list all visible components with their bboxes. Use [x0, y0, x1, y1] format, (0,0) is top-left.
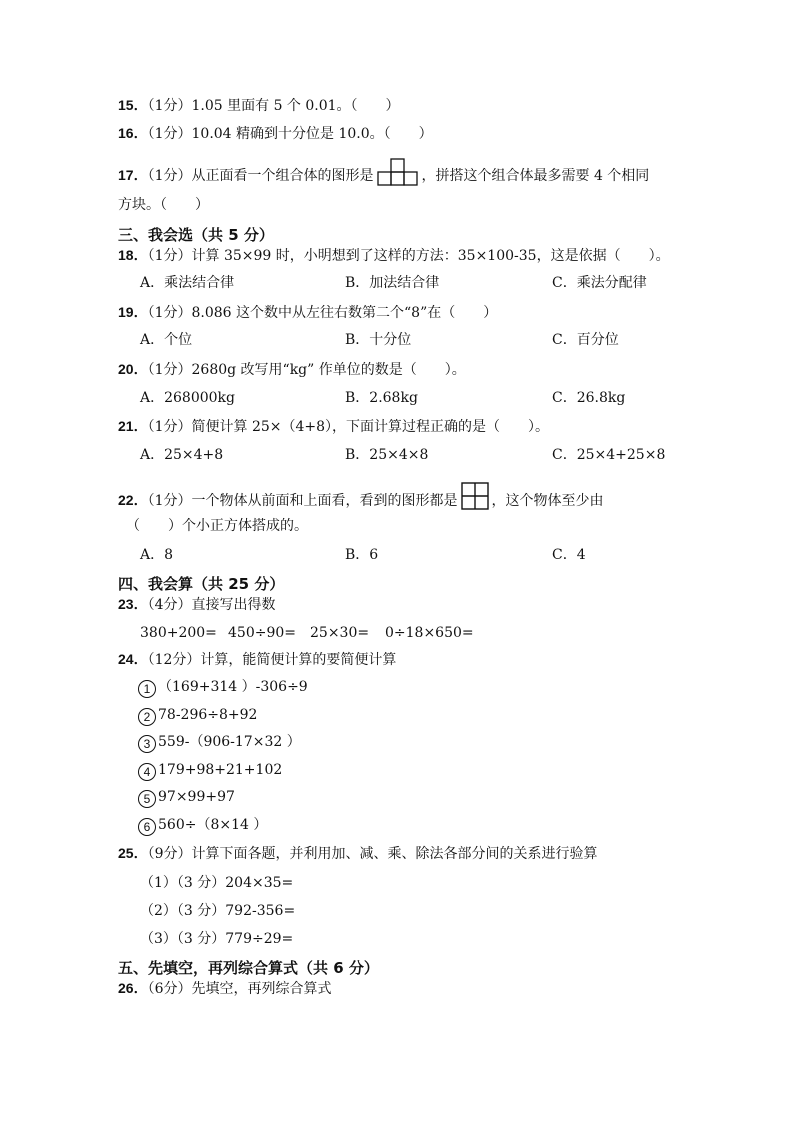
question-number: 16． [118, 125, 148, 141]
question-text: 计算下面各题，并利用加、减、乘、除法各部分间的关系进行验算 [191, 846, 598, 862]
circled-number: 4 [138, 763, 156, 781]
question-22 [118, 481, 604, 511]
question-score: （12分） [147, 652, 201, 668]
option-a: A．8 [140, 547, 174, 563]
calc-item: 380+200= [140, 625, 217, 641]
calc-expression: （169+314 ）-306÷9 [158, 679, 308, 695]
option-b: B．25×4×8 [345, 447, 429, 463]
calc-item-1 [138, 677, 308, 698]
question-text: 10.04 精确到十分位是 10.0。（ ） [191, 126, 433, 142]
circled-number: 1 [138, 680, 156, 698]
question-text: 简便计算 25×（4+8），下面计算过程正确的是（ ）。 [191, 419, 550, 435]
question-number: 15． [118, 97, 148, 113]
question-score: （1分） [147, 493, 192, 509]
question-text: 8.086 这个数中从左往右数第二个“8”在（ ） [191, 305, 498, 321]
option-a: A．个位 [140, 332, 193, 348]
question-number: 24． [118, 651, 148, 667]
question-number: 23． [118, 596, 148, 612]
question-21 [118, 416, 549, 437]
question-score: （6分） [147, 981, 192, 997]
calc-item: 25×30= [310, 625, 370, 641]
question-number: 18． [118, 247, 148, 263]
sub-question-1: （1）（3 分）204×35= [140, 875, 294, 891]
calc-expression: 97×99+97 [158, 789, 235, 805]
question-text-c: （ ）个小正方体搭成的。 [126, 518, 308, 534]
block-figure-front-view [376, 158, 420, 186]
question-score: （1分） [147, 248, 192, 264]
option-b: B．加法结合律 [345, 275, 440, 291]
calc-expression: 560÷（8×14 ） [158, 817, 268, 833]
question-26 [118, 978, 332, 999]
circled-number: 6 [138, 818, 156, 836]
question-number: 22． [118, 492, 148, 508]
question-text: 1.05 里面有 5 个 0.01。（ ） [191, 98, 400, 114]
question-text-c: 方块。（ ） [118, 197, 209, 213]
sub-question-2: （2）（3 分）792-356= [140, 903, 296, 919]
question-20 [118, 359, 466, 380]
question-score: （1分） [147, 168, 192, 184]
question-score: （9分） [147, 846, 192, 862]
option-c: C．4 [552, 547, 586, 563]
question-number: 20． [118, 361, 148, 377]
option-b: B．2.68kg [345, 390, 418, 406]
question-15 [118, 95, 400, 116]
question-text-a: 从正面看一个组合体的图形是 [191, 168, 374, 184]
question-text-a: 一个物体从前面和上面看，看到的图形都是 [191, 493, 458, 509]
question-text-b: ，拼搭这个组合体最多需要 4 个相同 [421, 168, 650, 184]
circled-number: 2 [138, 708, 156, 726]
option-c: C．乘法分配律 [552, 275, 647, 291]
calc-item-4 [138, 760, 282, 781]
calc-item: 450÷90= [228, 625, 296, 641]
option-a: A．乘法结合律 [140, 275, 235, 291]
section-heading-4: 四、我会算（共 25 分） [118, 575, 285, 593]
calc-expression: 179+98+21+102 [158, 762, 283, 778]
question-text: 先填空，再列综合算式 [191, 981, 332, 997]
option-a: A．25×4+8 [140, 447, 224, 463]
sub-question-3: （3）（3 分）779÷29= [140, 931, 294, 947]
question-text: 2680g 改写用“kg” 作单位的数是（ ）。 [191, 362, 466, 378]
question-score: （1分） [147, 362, 192, 378]
question-17-continued [118, 195, 209, 215]
question-22-continued [126, 516, 308, 536]
option-a: A．268000kg [140, 390, 235, 406]
option-b: B．十分位 [345, 332, 412, 348]
question-23 [118, 594, 276, 615]
question-25 [118, 843, 598, 864]
question-score: （1分） [147, 305, 192, 321]
question-text: 计算 35×99 时，小明想到了这样的方法：35×100-35，这是依据（ ）。 [191, 248, 670, 264]
question-score: （4分） [147, 597, 192, 613]
section-heading-5: 五、先填空，再列综合算式（共 6 分） [118, 959, 379, 977]
question-18 [118, 245, 670, 266]
question-number: 21． [118, 418, 148, 434]
question-17 [118, 158, 649, 186]
calc-item-3 [138, 732, 301, 753]
question-score: （1分） [147, 126, 192, 142]
calc-item: 0÷18×650= [385, 625, 474, 641]
question-24 [118, 649, 396, 670]
question-score: （1分） [147, 98, 192, 114]
option-c: C．25×4+25×8 [552, 447, 666, 463]
calc-item-2 [138, 705, 257, 726]
calc-expression: 78-296÷8+92 [158, 707, 258, 723]
calc-item-6 [138, 815, 267, 836]
question-number: 19． [118, 304, 148, 320]
question-score: （1分） [147, 419, 192, 435]
calc-expression: 559-（906-17×32 ） [158, 734, 301, 750]
question-19 [118, 302, 497, 323]
circled-number: 5 [138, 790, 156, 808]
question-text-b: ，这个物体至少由 [491, 493, 604, 509]
option-c: C．百分位 [552, 332, 619, 348]
section-heading-3: 三、我会选（共 5 分） [118, 226, 274, 244]
question-text: 计算，能简便计算的要简便计算 [200, 652, 397, 668]
question-16 [118, 123, 433, 144]
circled-number: 3 [138, 735, 156, 753]
question-number: 25． [118, 845, 148, 861]
option-c: C．26.8kg [552, 390, 626, 406]
question-number: 17． [118, 167, 148, 183]
question-text: 直接写出得数 [191, 597, 276, 613]
question-number: 26． [118, 980, 148, 996]
option-b: B．6 [345, 547, 379, 563]
calc-item-5 [138, 787, 235, 808]
grid-figure-2x2 [460, 481, 490, 511]
